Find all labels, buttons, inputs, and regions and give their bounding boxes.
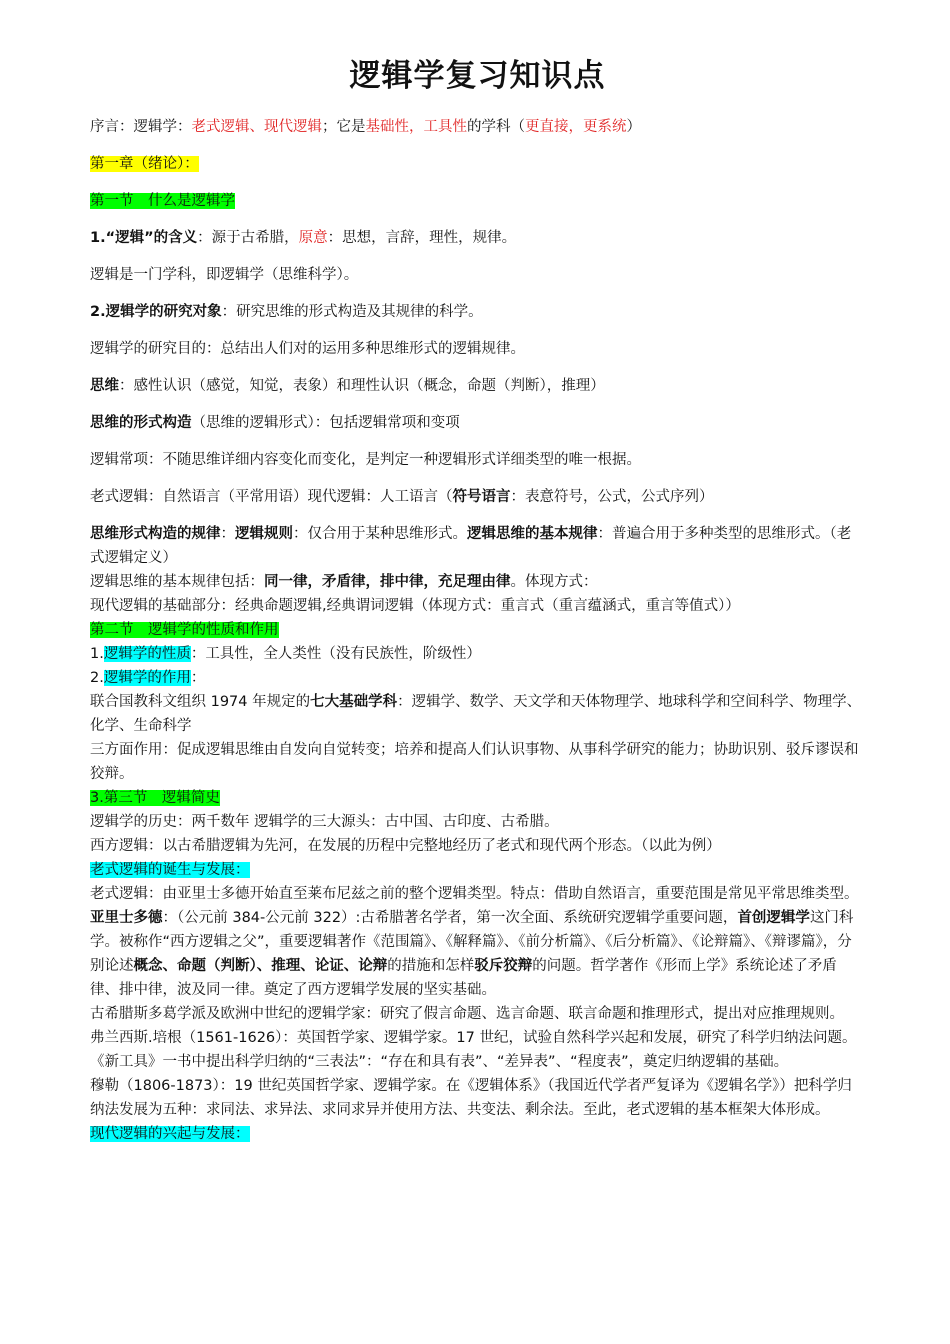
mill-paragraph: 穆勒（1806-1873）：19 世纪英国哲学家、逻辑学家。在《逻辑体系》（我国近代学者严复译为《逻辑名学》）把科学归纳法发展为五种：求同法、求异法、求同求异并使用方法、共变法、剩余法。至此，老式逻辑的基本框架大体形成。 bbox=[90, 1078, 852, 1118]
research-object-paragraph bbox=[90, 300, 865, 324]
traditional-logic-paragraph: 老式逻辑：由亚里士多德开始直至莱布尼兹之前的整个逻辑类型。特点：借助自然语言，重要范围是常见平常思维类型。 bbox=[90, 886, 859, 902]
stoic-paragraph: 古希腊斯多葛学派及欧洲中世纪的逻辑学家：研究了假言命题、选言命题、联言命题和推理形式，提出对应推理规则。 bbox=[90, 1006, 844, 1022]
traditional-logic-heading: 老式逻辑的诞生与发展： bbox=[90, 862, 250, 878]
rules-text: ：仅合用于某种思维形式。 bbox=[293, 526, 467, 542]
unesco-text: ：逻辑学、数学、天文学和天体物理学、地球科学和空间科学、物理学、化学、生命科学 bbox=[90, 694, 862, 734]
logic-discipline-paragraph: 逻辑是一门学科，即逻辑学（思维科学）。 bbox=[90, 267, 359, 283]
research-object-heading: 2.逻辑学的研究对象 bbox=[90, 304, 222, 320]
document-page bbox=[90, 50, 865, 1146]
rules-text: ： bbox=[220, 526, 235, 542]
research-purpose-paragraph: 逻辑学的研究目的：总结出人们对的运用多种思维形式的逻辑规律。 bbox=[90, 341, 525, 357]
role-paragraph bbox=[90, 666, 865, 690]
four-laws-label: 同一律，矛盾律，排中律，充足理由律 bbox=[264, 574, 511, 590]
basic-laws-paragraph bbox=[90, 570, 865, 594]
preface-paragraph bbox=[90, 115, 865, 139]
aristotle-text: ：（公元前 384-公元前 322）:古希腊著名学者，第一次全面、系统研究逻辑学重要问题， bbox=[162, 910, 738, 926]
nature-paragraph bbox=[90, 642, 865, 666]
symbolic-language-label: 符号语言 bbox=[452, 489, 511, 505]
preface-highlight-direct: 更直接，更系统 bbox=[525, 119, 627, 135]
three-roles-paragraph: 三方面作用：促成逻辑思维由自发向自觉转变；培养和提高人们认识事物、从事科学研究的能力；协助识别、驳斥谬误和狡辩。 bbox=[90, 742, 859, 782]
logic-meaning-text: ：源于古希腊， bbox=[197, 230, 299, 246]
bacon-paragraph: 弗兰西斯.培根（1561-1626）：英国哲学家、逻辑学家。17 世纪，试验自然科学兴起和发展，研究了科学归纳法问题。《新工具》一书中提出科学归纳的“三表法”：“存在和具有表”、“差异表”、“程度表”，奠定归纳逻辑的基础。 bbox=[90, 1030, 857, 1070]
modern-basis-paragraph: 现代逻辑的基础部分：经典命题逻辑,经典谓词逻辑（体现方式：重言式（重言蕴涵式，重言等值式）） bbox=[90, 598, 740, 614]
role-text: ： bbox=[190, 670, 206, 686]
role-number: 2. bbox=[90, 670, 104, 686]
thinking-text: ：感性认识（感觉，知觉，表象）和理性认识（概念，命题（判断），推理） bbox=[119, 378, 605, 394]
nature-text: ：工具性，全人类性（没有民族性，阶级性） bbox=[190, 646, 481, 662]
thinking-paragraph bbox=[90, 374, 865, 398]
rules-paragraph bbox=[90, 522, 865, 570]
preface-text: ） bbox=[626, 119, 641, 135]
basic-laws-text: 。体现方式： bbox=[510, 574, 598, 590]
unesco-paragraph bbox=[90, 690, 865, 738]
history-paragraph: 逻辑学的历史：两千数年 逻辑学的三大源头：古中国、古印度、古希腊。 bbox=[90, 814, 559, 830]
refute-sophistry-label: 驳斥狡辩 bbox=[474, 958, 533, 974]
research-object-text: ：研究思维的形式构造及其规律的科学。 bbox=[221, 304, 483, 320]
section-heading-2: 第二节 逻辑学的性质和作用 bbox=[90, 622, 279, 638]
original-meaning-label: 原意 bbox=[298, 230, 328, 246]
thinking-heading: 思维 bbox=[90, 378, 119, 394]
unesco-text: 联合国教科文组织 1974 年规定的 bbox=[90, 694, 311, 710]
aristotle-text: 的问题。哲学著作《形而上学》系统论述了矛盾律、排中律，波及同一律。奠定了西方逻辑学发展的坚实基础。 bbox=[90, 958, 837, 998]
modern-logic-heading: 现代逻辑的兴起与发展： bbox=[90, 1126, 250, 1142]
rules-heading: 思维形式构造的规律 bbox=[90, 526, 221, 542]
nature-number: 1. bbox=[90, 646, 104, 662]
logic-meaning-paragraph bbox=[90, 226, 865, 250]
aristotle-name: 亚里士多德 bbox=[90, 910, 163, 926]
chapter-heading: 第一章（绪论）： bbox=[90, 156, 199, 172]
form-structure-paragraph bbox=[90, 411, 865, 435]
form-structure-text: （思维的逻辑形式）：包括逻辑常项和变项 bbox=[191, 415, 460, 431]
nature-heading: 逻辑学的性质 bbox=[103, 646, 191, 662]
western-logic-paragraph: 西方逻辑：以古希腊逻辑为先河，在发展的历程中完整地经历了老式和现代两个形态。（以此为例） bbox=[90, 838, 721, 854]
seven-disciplines-label: 七大基础学科 bbox=[310, 694, 398, 710]
preface-text: ；它是 bbox=[322, 119, 366, 135]
preface-text: 序言：逻辑学： bbox=[90, 119, 192, 135]
language-paragraph bbox=[90, 485, 865, 509]
language-text: ：表意符号，公式，公式序列） bbox=[510, 489, 714, 505]
language-text: 老式逻辑：自然语言（平常用语）现代逻辑：人工语言（ bbox=[90, 489, 453, 505]
section-heading-1: 第一节 什么是逻辑学 bbox=[90, 193, 235, 209]
logic-meaning-heading: 1.“逻辑”的含义 bbox=[90, 230, 198, 246]
logic-rules-label: 逻辑规则 bbox=[235, 526, 293, 542]
basic-laws-text: 逻辑思维的基本规律包括： bbox=[90, 574, 264, 590]
basic-laws-label: 逻辑思维的基本规律 bbox=[467, 526, 598, 542]
role-heading: 逻辑学的作用 bbox=[103, 670, 191, 686]
aristotle-text: 的措施和怎样 bbox=[387, 958, 475, 974]
topics-label: 概念、命题（判断）、推理、论证、论辩 bbox=[133, 958, 388, 974]
logic-meaning-text: ：思想，言辞，理性，规律。 bbox=[327, 230, 517, 246]
preface-text: 的学科（ bbox=[467, 119, 525, 135]
aristotle-paragraph bbox=[90, 906, 865, 1002]
rules-text: ：普遍合用于多种类型的思维形式。（老式逻辑定义） bbox=[90, 526, 852, 566]
document-title: 逻辑学复习知识点 bbox=[349, 58, 606, 94]
logical-constant-paragraph: 逻辑常项：不随思维详细内容变化而变化，是判定一种逻辑形式详细类型的唯一根据。 bbox=[90, 452, 641, 468]
section-heading-3: 3.第三节 逻辑简史 bbox=[90, 790, 220, 806]
preface-highlight-nature: 基础性，工具性 bbox=[365, 119, 467, 135]
aristotle-text: 这门科学。被称作“西方逻辑之父”，重要逻辑著作《范围篇》、《解释篇》、《前分析篇》、《后分析篇》、《论辩篇》、《辩谬篇》，分别论述 bbox=[90, 910, 854, 974]
form-structure-heading: 思维的形式构造 bbox=[90, 415, 192, 431]
preface-highlight-logic-types: 老式逻辑、现代逻辑 bbox=[191, 119, 322, 135]
founded-logic-label: 首创逻辑学 bbox=[737, 910, 810, 926]
